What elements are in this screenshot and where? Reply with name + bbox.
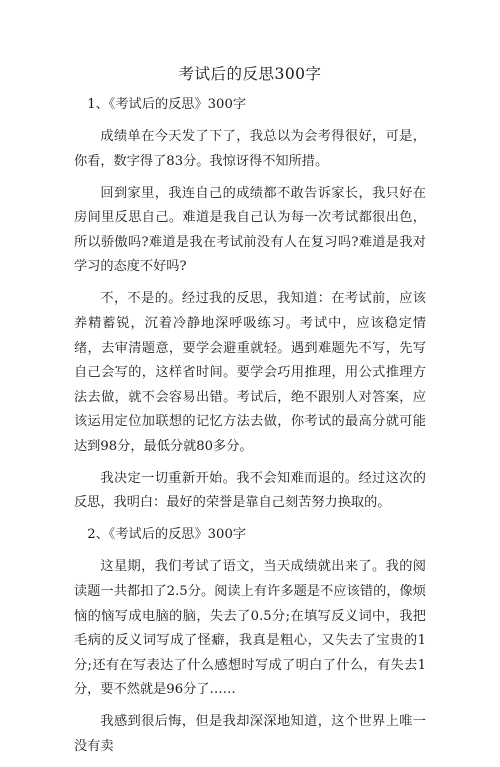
paragraph: 回到家里，我连自己的成绩都不敢告诉家长，我只好在房间里反思自己。难道是我自己认为每一次考试都很出色，所以骄傲吗?难道是我在考试前没有人在复习吗?难道是我对学习的态度不好吗? bbox=[74, 185, 426, 275]
paragraph: 我决定一切重新开始。我不会知难而退的。经过这次的反思，我明白：最好的荣誉是靠自己刻苦努力换取的。 bbox=[74, 470, 426, 511]
section-heading-1: 1、《考试后的反思》300字 bbox=[87, 97, 247, 112]
paragraph: 这星期，我们考试了语文，当天成绩就出来了。我的阅读题一共都扣了2.5分。阅读上有许多题是不应该错的，像烦恼的恼写成电脑的脑，失去了0.5分;在填写反义词中，我把毛病的反义词写成了怪癖，我真是粗心，又失去了宝贵的1分;还有在写表达了什么感想时写成了明白了什么，有失去1分，要不然就是96分了…… bbox=[74, 559, 426, 698]
document-body bbox=[74, 93, 426, 767]
paragraph: 成绩单在今天发了下了，我总以为会考得很好，可是，你看，数字得了83分。我惊讶得不知所措。 bbox=[74, 128, 426, 169]
paragraph: 我感到很后悔，但是我却深深地知道，这个世界上唯一没有卖 bbox=[74, 714, 426, 754]
section-heading-2: 2、《考试后的反思》300字 bbox=[87, 527, 247, 543]
document-title: 考试后的反思300字 bbox=[178, 65, 322, 83]
paragraph: 不，不是的。经过我的反思，我知道：在考试前，应该养精蓄锐，沉着冷静地深呼吸练习。考试中，应该稳定情绪，去审清题意，要学会避重就轻。遇到难题先不写，先写自己会写的，这样省时间。要学会巧用推理，用公式推理方法去做，就不会容易出错。考试后，绝不跟别人对答案，应该运用定位加联想的记忆方法去做，你考试的最高分就可能达到98分，最低分就80多分。 bbox=[74, 291, 426, 454]
